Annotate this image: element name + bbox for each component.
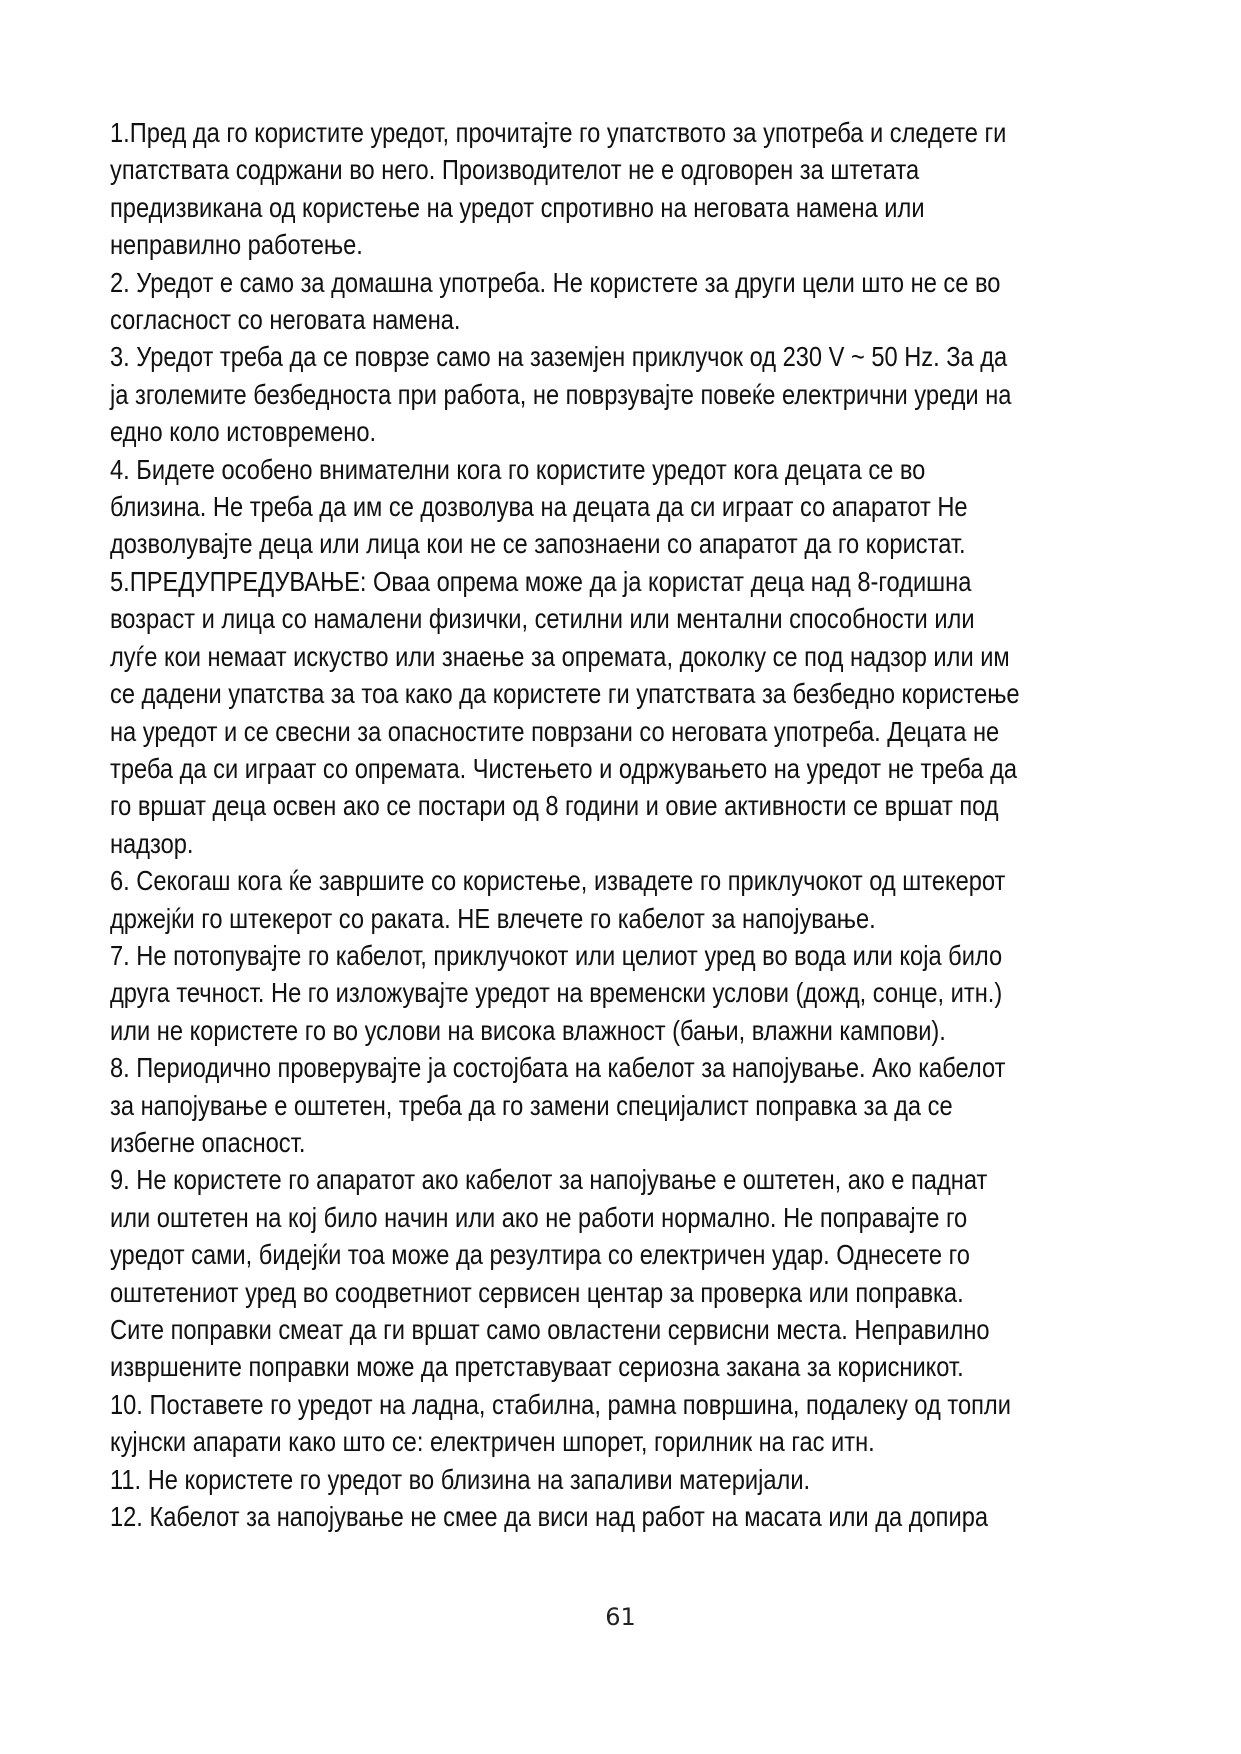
- page-number: 61: [605, 1603, 636, 1631]
- instruction-item-10: 10. Поставете го уредот на ладна, стабилна, рамна површина, подалеку од топли кујнски апарати како што се: електричен шпорет, горилник на гас итн.: [110, 1388, 1011, 1458]
- instruction-item-4: 4. Бидете особено внимателни кога го користите уредот кога децата се во близина. Не треба да им се дозволува на децата да си играат со апаратот Не дозволувајте деца или лица кои не се запознаени со апаратот да го користат.: [110, 453, 968, 560]
- instruction-item-1: 1.Пред да го користите уредот, прочитајте го упатството за употреба и следете ги упатствата содржани во него. Производителот не е одговорен за штетата предизвикана од користење на уредот спротивно на неговата намена или неправилно работење.: [110, 117, 1007, 261]
- instruction-item-8: 8. Периодично проверувајте ја состојбата на кабелот за напојување. Ако кабелот за напојување е оштетен, треба да го замени специјалист поправка за да се избегне опасност.: [110, 1052, 1006, 1158]
- safety-instructions: [110, 114, 1185, 1535]
- instruction-item-7: 7. Не потопувајте го кабелот, приклучокот или целиот уред во вода или која било друга течност. Не го изложувајте уредот на временски услови (дожд, сонце, итн.) или не користете го во услови на висока влажност (бањи, влажни кампови).: [110, 939, 1003, 1046]
- instruction-item-5: 5.ПРЕДУПРЕДУВАЊЕ: Оваа опрема може да ја користат деца над 8-годишна возраст и лица со намалени физички, сетилни или ментални способности или луѓе кои немаат искуство или знаење за опремата, доколку се под надзор или им се дадени упатства за тоа како да користете ги упатствата за безбедно користење на уредот и се свесни за опасностите поврзани со неговата употреба. Децата не треба да си играат со опремата. Чистењето и одржувањето на уредот не треба да го вршат деца освен ако се постари од 8 години и овие активности се вршат под надзор.: [110, 565, 1020, 859]
- instruction-item-11: 11. Не користете го уредот во близина на запаливи материјали.: [110, 1463, 811, 1495]
- instruction-item-9: 9. Не користете го апаратот ако кабелот за напојување е оштетен, ако е паднат или оштетен на кој било начин или ако не работи нормално. Не поправајте го уредот сами, бидејќи тоа може да резултира со електричен удар. Однесете го оштетениот уред во соодветниот сервисен центар за проверка или поправка. Сите поправки смеат да ги вршат само овластени сервисни места. Неправилно извршените поправки може да претставуваат сериозна закана за корисникот.: [110, 1164, 990, 1383]
- instruction-item-2: 2. Уредот е само за домашна употреба. Не користете за други цели што не се во согласност со неговата намена.: [110, 266, 1001, 336]
- instruction-item-6: 6. Секогаш кога ќе завршите со користење, извадете го приклучокот од штекерот држејќи го штекерот со раката. НЕ влечете го кабелот за напојување.: [110, 865, 1006, 934]
- instruction-item-3: 3. Уредот треба да се поврзе само на заземјен приклучок од 230 V ~ 50 Hz. За да ја зголемите безбедноста при работа, не поврзувајте повеќе електрични уреди на едно коло истовремено.: [110, 341, 1012, 448]
- instruction-item-12: 12. Кабелот за напојување не смее да виси над работ на масата или да допира: [110, 1501, 989, 1533]
